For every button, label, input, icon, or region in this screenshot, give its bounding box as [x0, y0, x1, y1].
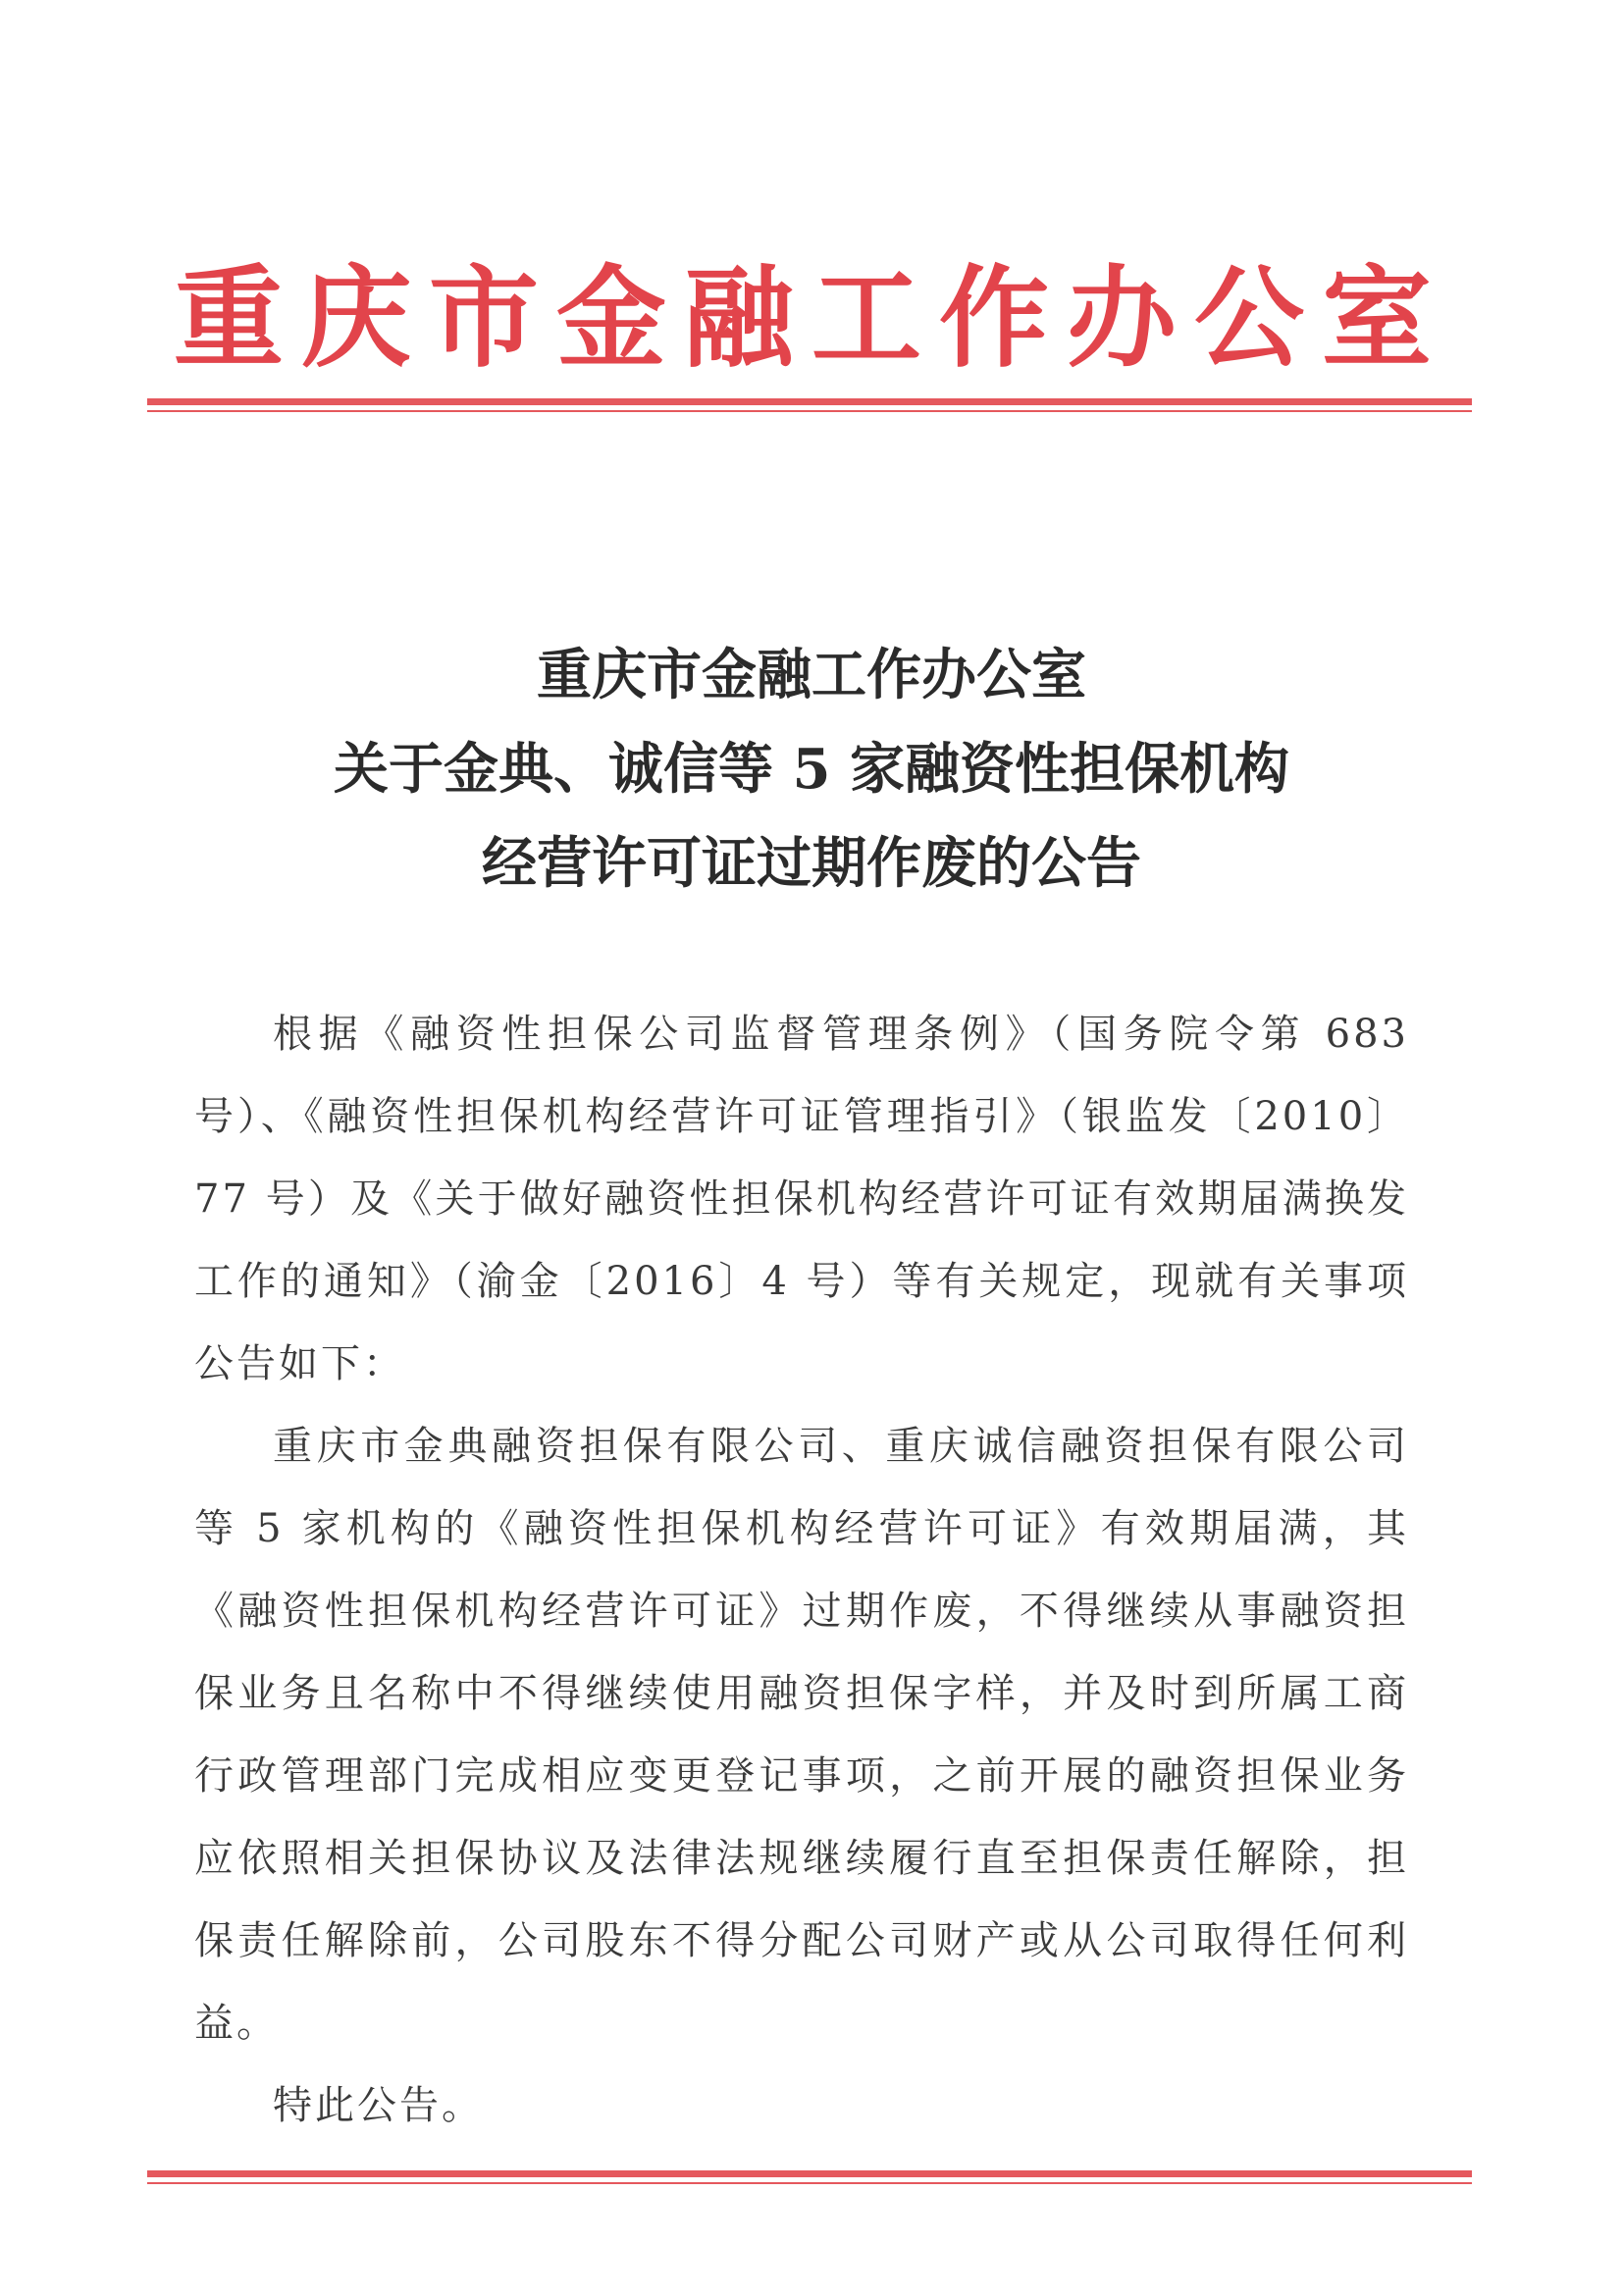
- body-paragraph-legal-basis: 根据《融资性担保公司监督管理条例》（国务院令第 683 号）、《融资性担保机构经营许可证管理指引》（银监发〔2010〕77 号）及《关于做好融资性担保机构经营许可证有效期届满换发工作的通知》（渝金〔2016〕4 号）等有关规定，现就有关事项公告如下：: [194, 1012, 1409, 1386]
- letterhead-red-rule: [147, 398, 1472, 412]
- body-paragraph-closing: 特此公告。: [273, 2083, 484, 2128]
- document-title-line-3: 经营许可证过期作废的公告: [482, 831, 1141, 896]
- letterhead-org-name: 重庆市金融工作办公室: [174, 255, 1449, 383]
- footer-rule-thin-line: [147, 2182, 1472, 2184]
- footer-rule-thick-line: [147, 2170, 1472, 2177]
- document-title: [196, 628, 1427, 911]
- red-rule-thin-line: [147, 410, 1472, 412]
- document-title-line-2: 关于金典、诚信等 5 家融资性担保机构: [334, 737, 1289, 802]
- document-body: [194, 993, 1409, 2147]
- red-rule-thick-line: [147, 398, 1472, 405]
- document-title-line-1: 重庆市金融工作办公室: [537, 643, 1086, 707]
- footer-red-rule: [147, 2170, 1472, 2184]
- body-paragraph-announcement: 重庆市金典融资担保有限公司、重庆诚信融资担保有限公司等 5 家机构的《融资性担保机构经营许可证》有效期届满，其《融资性担保机构经营许可证》过期作废，不得继续从事融资担保业务且名称中不得继续使用融资担保字样，并及时到所属工商行政管理部门完成相应变更登记事项，之前开展的融资担保业务应依照相关担保协议及法律法规继续履行直至担保责任解除，担保责任解除前，公司股东不得分配公司财产或从公司取得任何利益。: [194, 1424, 1409, 2046]
